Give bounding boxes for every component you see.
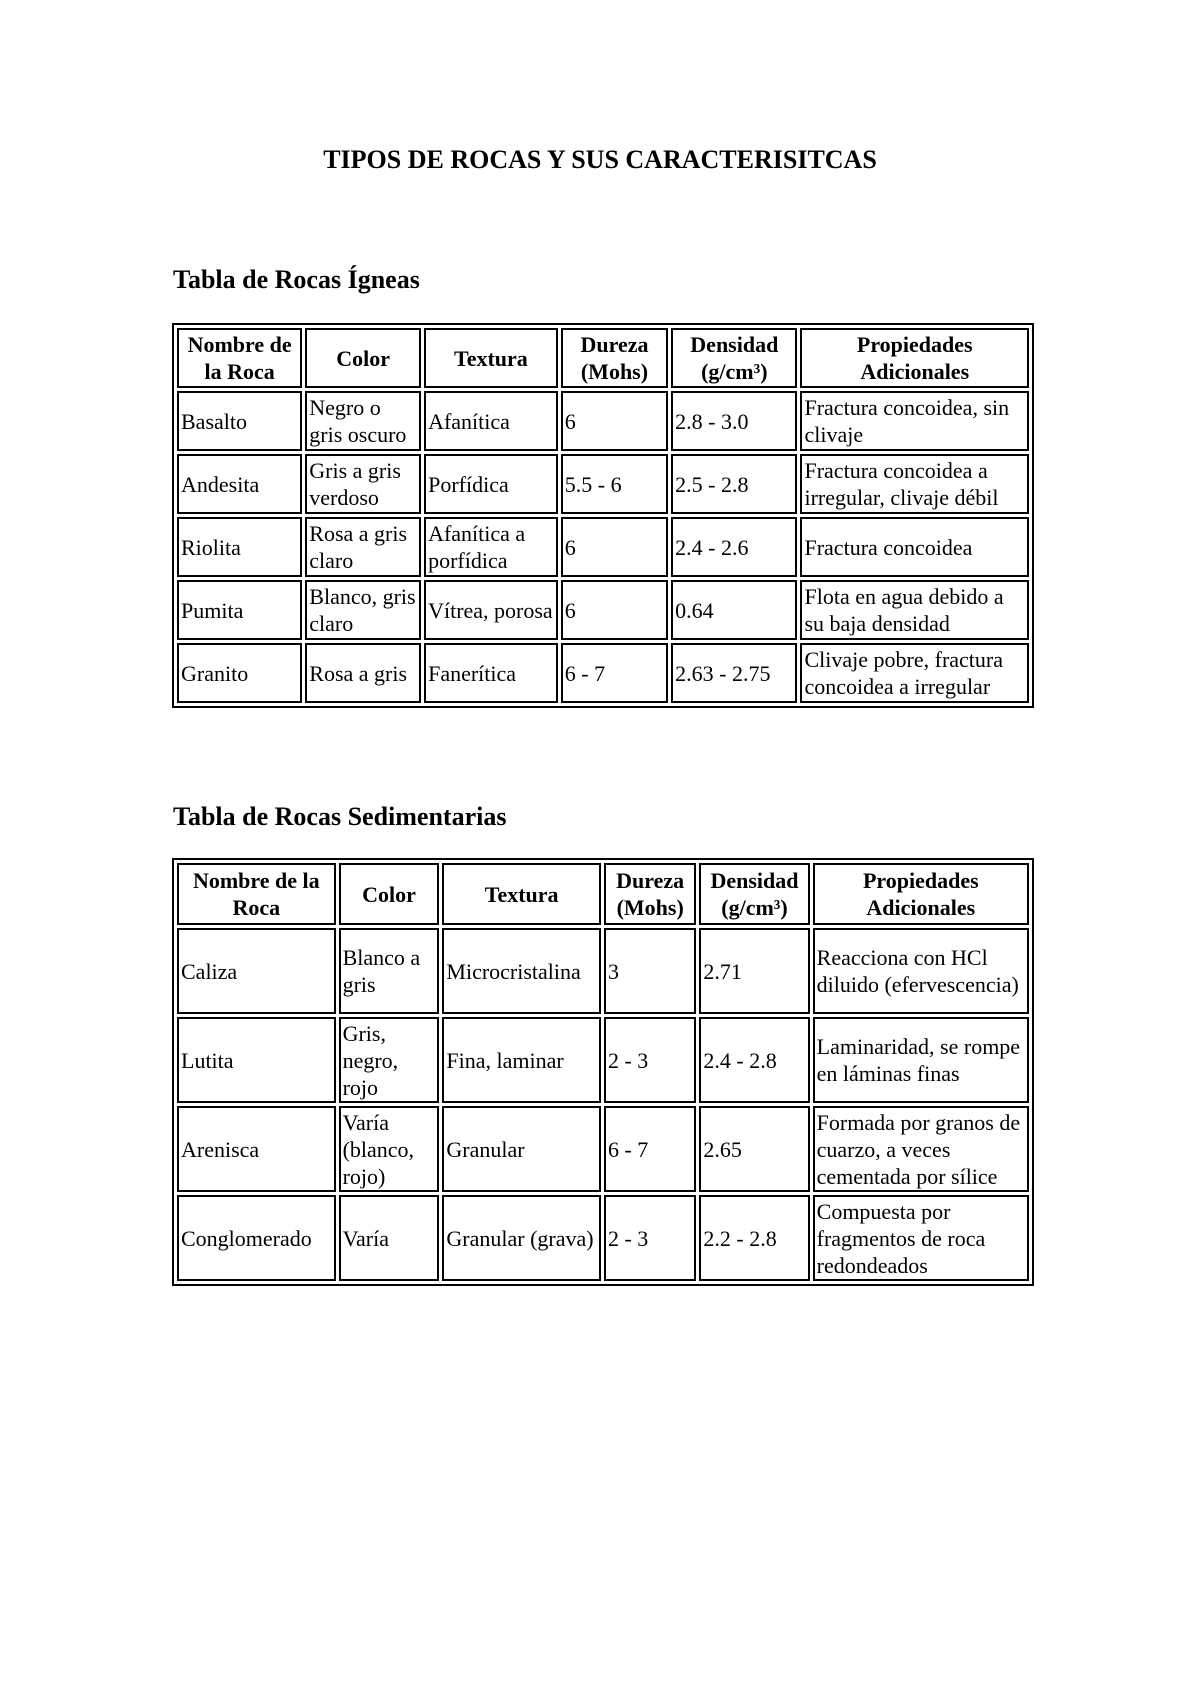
table-cell: Microcristalina [442,928,601,1014]
column-header: Densidad (g/cm³) [671,328,797,388]
column-header: Propiedades Adicionales [800,328,1029,388]
table-cell: Clivaje pobre, fractura concoidea a irregular [800,643,1029,703]
column-header: Nombre de la Roca [177,863,336,925]
table-cell: Vítrea, porosa [424,580,558,640]
table-row [177,643,1029,703]
table-cell: Fanerítica [424,643,558,703]
table-cell: Lutita [177,1017,336,1103]
table-cell: Fina, laminar [442,1017,601,1103]
table-cell: 2 - 3 [604,1017,696,1103]
table-cell: Fractura concoidea, sin clivaje [800,391,1029,451]
table-cell: 2 - 3 [604,1195,696,1281]
table-cell: Rosa a gris [305,643,421,703]
column-header: Color [305,328,421,388]
column-header: Dureza (Mohs) [561,328,668,388]
table-cell: Laminaridad, se rompe en láminas finas [813,1017,1029,1103]
column-header: Dureza (Mohs) [604,863,696,925]
column-header: Color [339,863,440,925]
table-cell: 2.65 [699,1106,809,1192]
table-cell: Granito [177,643,302,703]
table-cell: 6 [561,517,668,577]
table-cell: Varía [339,1195,440,1281]
table-header-row [177,328,1029,388]
table-cell: Basalto [177,391,302,451]
table-cell: 2.2 - 2.8 [699,1195,809,1281]
table-cell: 2.71 [699,928,809,1014]
table-cell: Andesita [177,454,302,514]
table-cell: 6 [561,580,668,640]
table-cell: Caliza [177,928,336,1014]
igneous-rocks-table [172,323,1034,708]
table-cell: Formada por granos de cuarzo, a veces cementada por sílice [813,1106,1029,1192]
sedimentary-table-heading: Tabla de Rocas Sedimentarias [173,802,507,831]
table-cell: Reacciona con HCl diluido (efervescencia) [813,928,1029,1014]
table-cell: Arenisca [177,1106,336,1192]
table-cell: Fractura concoidea [800,517,1029,577]
table-row [177,928,1029,1014]
table-cell: Gris a gris verdoso [305,454,421,514]
table-cell: Compuesta por fragmentos de roca redondeados [813,1195,1029,1281]
table-cell: 2.4 - 2.6 [671,517,797,577]
table-cell: Fractura concoidea a irregular, clivaje débil [800,454,1029,514]
table-cell: Afanítica a porfídica [424,517,558,577]
table-cell: Granular (grava) [442,1195,601,1281]
document-title: TIPOS DE ROCAS Y SUS CARACTERISITCAS [323,145,877,174]
table-cell: Flota en agua debido a su baja densidad [800,580,1029,640]
table-cell: 2.8 - 3.0 [671,391,797,451]
column-header: Densidad (g/cm³) [699,863,809,925]
table-cell: Porfídica [424,454,558,514]
table-row [177,1106,1029,1192]
table-header-row [177,863,1029,925]
table-cell: Conglomerado [177,1195,336,1281]
table-cell: 2.4 - 2.8 [699,1017,809,1103]
table-cell: 2.63 - 2.75 [671,643,797,703]
table-row [177,1017,1029,1103]
table-cell: 5.5 - 6 [561,454,668,514]
table-row [177,580,1029,640]
column-header: Textura [442,863,601,925]
table-cell: Rosa a gris claro [305,517,421,577]
sedimentary-rocks-table [172,858,1034,1286]
table-cell: 3 [604,928,696,1014]
igneous-table-heading: Tabla de Rocas Ígneas [173,265,420,294]
table-row [177,391,1029,451]
table-row [177,1195,1029,1281]
column-header: Propiedades Adicionales [813,863,1029,925]
table-row [177,517,1029,577]
table-cell: 0.64 [671,580,797,640]
table-cell: Blanco, gris claro [305,580,421,640]
column-header: Nombre de la Roca [177,328,302,388]
table-cell: Pumita [177,580,302,640]
table-cell: 6 [561,391,668,451]
table-cell: 6 - 7 [604,1106,696,1192]
table-row [177,454,1029,514]
table-cell: Negro o gris oscuro [305,391,421,451]
table-cell: Varía (blanco, rojo) [339,1106,440,1192]
table-cell: 2.5 - 2.8 [671,454,797,514]
table-cell: Afanítica [424,391,558,451]
table-cell: Blanco a gris [339,928,440,1014]
table-cell: Gris, negro, rojo [339,1017,440,1103]
column-header: Textura [424,328,558,388]
table-cell: Granular [442,1106,601,1192]
table-cell: Riolita [177,517,302,577]
table-cell: 6 - 7 [561,643,668,703]
